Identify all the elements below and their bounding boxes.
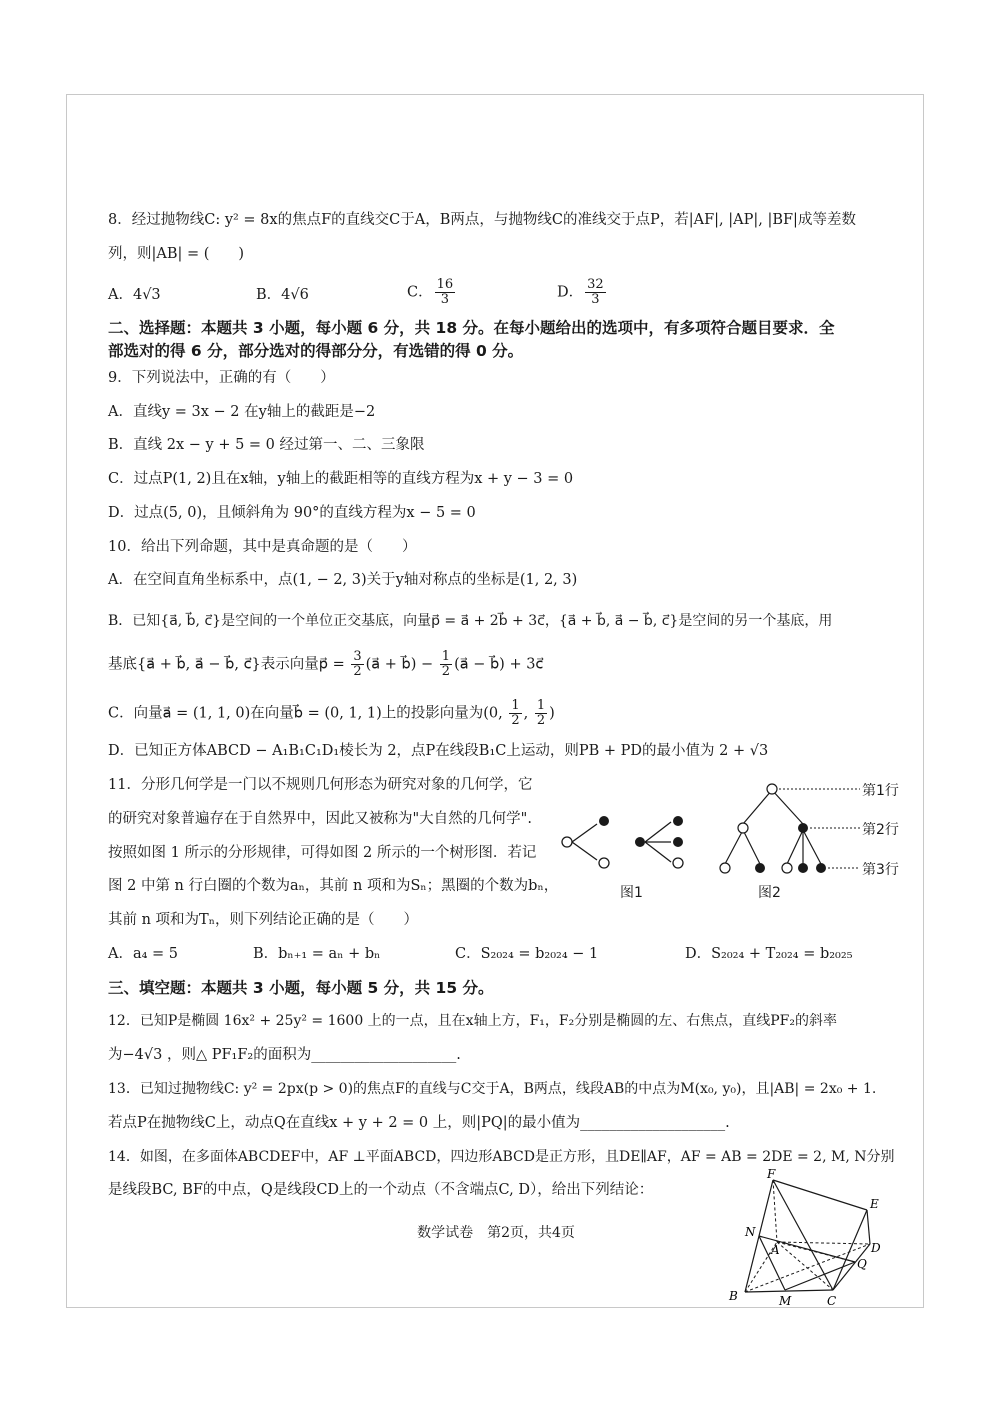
q10-b2-frac1-den: 2	[353, 664, 362, 679]
fig2-white-circle	[720, 863, 730, 873]
q9-option-c: C．过点P(1, 2)且在x轴，y轴上的截距相等的直线方程为x + y − 3 = 0	[108, 471, 574, 487]
q10-c-sep: ,	[523, 705, 533, 722]
q10-b2-mid: (a⃗ + b⃗) −	[365, 656, 438, 673]
edge-BC	[745, 1290, 833, 1292]
section3-title: 三、填空题：本题共 3 小题，每小题 5 分，共 15 分。	[108, 979, 494, 997]
edge-AD-hidden	[777, 1242, 870, 1244]
fig1-white-circle	[673, 858, 683, 868]
vertex-label-e: E	[870, 1197, 879, 1211]
fig2-white-circle	[738, 823, 748, 833]
section2-line2: 部选对的得 6 分，部分选对的得部分分，有选错的得 0 分。	[108, 342, 524, 360]
q10-c-frac1-den: 2	[511, 713, 520, 728]
q10-option-d: D．已知正方体ABCD − A₁B₁C₁D₁棱长为 2，点P在线段B₁C上运动，则PB + PD的最小值为 2 + √3	[108, 743, 769, 759]
q8-option-c-num: 16	[436, 277, 454, 292]
q10-c-frac1	[509, 699, 521, 728]
q10-b2-frac2	[440, 650, 452, 679]
q10-c-frac1-num: 1	[511, 698, 520, 713]
fig2-black-circle	[798, 823, 808, 833]
fig1-edge	[645, 822, 671, 842]
vertex-label-b: B	[729, 1289, 738, 1303]
fig1-white-circle	[562, 837, 572, 847]
q14-line1: 14．如图，在多面体ABCDEF中，AF ⊥平面ABCD，四边形ABCD是正方形，且DE∥AF，AF = AB = 2DE = 2, M, N分别	[108, 1149, 895, 1165]
q14-line2: 是线段BC, BF的中点，Q是线段CD上的一个动点（不含端点C, D），给出下列结论：	[108, 1182, 654, 1198]
fig2-edge	[787, 830, 803, 864]
q10-option-c	[108, 699, 555, 728]
vertex-label-m: M	[779, 1294, 792, 1308]
q10-c-frac2	[535, 699, 547, 728]
q8-option-c	[407, 278, 457, 307]
q9-stem: 9．下列说法中，正确的有（ ）	[108, 370, 335, 386]
q10-option-b-line2	[108, 650, 543, 679]
q10-c-frac2-num: 1	[536, 698, 546, 713]
q9-option-b: B．直线 2x − y + 5 = 0 经过第一、二、三象限	[108, 437, 425, 453]
vertex-label-a: A	[771, 1243, 780, 1257]
q8-option-b: B．4√6	[256, 287, 309, 303]
q12-line1: 12．已知P是椭圆 16x² + 25y² = 1600 上的一点，且在x轴上方，F₁，F₂分别是椭圆的左、右焦点，直线PF₂的斜率	[108, 1013, 837, 1029]
q11-line3: 按照如图 1 所示的分形规律，可得如图 2 所示的一个树形图．若记	[108, 845, 537, 861]
q8-option-d-den: 3	[591, 292, 600, 307]
q11-row2-label: 第2行	[862, 822, 899, 838]
page-footer: 数学试卷 第2页，共4页	[417, 1225, 575, 1241]
fig2-edge	[743, 830, 760, 864]
q8-option-c-fraction	[435, 278, 456, 307]
q10-b2-frac2-num: 1	[441, 649, 451, 664]
q11-option-d: D．S₂₀₂₄ + T₂₀₂₄ = b₂₀₂₅	[685, 946, 853, 962]
fig2-black-circle	[798, 863, 808, 873]
q10-c-pre: C．向量a⃗ = (1, 1, 0)在向量b⃗ = (0, 1, 1)上的投影向量为(0,	[108, 705, 508, 722]
q13-line2: 若点P在抛物线C上，动点Q在直线x + y + 2 = 0 上，则|PQ|的最小值为____________________.	[108, 1115, 730, 1131]
fig1-white-circle	[599, 858, 609, 868]
q8-option-d-label: D．	[557, 284, 584, 301]
fig1-edge	[572, 824, 597, 842]
q10-c-post: )	[549, 705, 555, 722]
q11-line4: 图 2 中第 n 行白圈的个数为aₙ，其前 n 项和为Sₙ；黑圈的个数为bₙ，	[108, 878, 559, 894]
q10-option-a: A．在空间直角坐标系中，点(1, − 2, 3)关于y轴对称点的坐标是(1, 2, 3)	[108, 572, 578, 588]
fig1-edge	[645, 842, 671, 862]
fig2-edge	[743, 790, 772, 824]
q10-b2-post: (a⃗ − b⃗) + 3c⃗	[454, 656, 544, 673]
q12-line2: 为−4√3 ，则△ PF₁F₂的面积为____________________.	[108, 1047, 461, 1063]
q11-fig2-caption: 图2	[758, 885, 781, 901]
fig1-black-circle	[673, 837, 683, 847]
fig2-black-circle	[755, 863, 765, 873]
q8-option-a: A．4√3	[108, 287, 161, 303]
q13-line1: 13．已知过抛物线C: y² = 2px(p > 0)的焦点F的直线与C交于A，B两点，线段AB的中点为M(x₀, y₀)，且|AB| = 2x₀ + 1.	[108, 1081, 877, 1097]
fig2-edge	[803, 830, 821, 864]
vertex-label-n: N	[745, 1225, 756, 1239]
q11-figure2	[710, 778, 870, 878]
fig2-white-circle	[767, 784, 777, 794]
fig1-black-circle	[673, 816, 683, 826]
q11-line1: 11．分形几何学是一门以不规则几何形态为研究对象的几何学，它	[108, 777, 533, 793]
q8-option-c-den: 3	[440, 292, 450, 307]
q8-option-d-fraction	[585, 278, 606, 307]
q10-b2-frac2-den: 2	[441, 664, 451, 679]
q8-stem-line1: 8．经过抛物线C: y² = 8x的焦点F的直线交C于A，B两点，与抛物线C的准线交于点P，若|AF|, |AP|, |BF|成等差数	[108, 212, 856, 228]
q8-option-d-num: 32	[587, 277, 604, 292]
q11-fig1-caption: 图1	[620, 885, 643, 901]
section2-line1: 二、选择题：本题共 3 小题，每小题 6 分，共 18 分。在每小题给出的选项中，有多项符合题目要求．全	[108, 319, 835, 337]
q10-stem: 10．给出下列命题，其中是真命题的是（ ）	[108, 539, 417, 555]
fig1-black-circle	[599, 816, 609, 826]
q11-row3-label: 第3行	[862, 862, 899, 878]
q11-figure1	[555, 808, 695, 878]
vertex-label-d: D	[871, 1241, 881, 1255]
fig1-edge	[572, 842, 597, 860]
q8-option-c-label: C．	[407, 284, 433, 301]
vertex-label-q: Q	[857, 1257, 867, 1271]
q9-option-d: D．过点(5, 0)，且倾斜角为 90°的直线方程为x − 5 = 0	[108, 505, 476, 521]
q8-option-d	[557, 278, 608, 307]
fig2-edge	[772, 790, 803, 824]
q9-option-a: A．直线y = 3x − 2 在y轴上的截距是−2	[108, 404, 376, 420]
q10-b2-frac1-num: 3	[353, 649, 362, 664]
q11-line5: 其前 n 项和为Tₙ，则下列结论正确的是（ ）	[108, 912, 418, 928]
vertex-label-c: C	[827, 1294, 837, 1308]
q10-b2-pre: 基底{a⃗ + b⃗, a⃗ − b⃗, c⃗}表示向量p⃗ =	[108, 656, 350, 673]
q11-row1-label: 第1行	[862, 783, 899, 799]
q11-option-b: B．bₙ₊₁ = aₙ + bₙ	[253, 946, 381, 962]
fig2-black-circle	[816, 863, 826, 873]
fig2-edge	[725, 830, 743, 864]
vertex-label-f: F	[767, 1168, 776, 1181]
q11-line2: 的研究对象普遍存在于自然界中，因此又被称为"大自然的几何学".	[108, 811, 532, 827]
q11-option-a: A．a₄ = 5	[108, 946, 179, 962]
q11-option-c: C．S₂₀₂₄ = b₂₀₂₄ − 1	[455, 946, 599, 962]
q10-c-frac2-den: 2	[536, 713, 546, 728]
fig1-black-circle	[635, 837, 645, 847]
fig2-white-circle	[782, 863, 792, 873]
q10-b2-frac1	[351, 650, 363, 679]
q8-stem-line2: 列，则|AB| = ( )	[108, 246, 245, 262]
q10-option-b-line1: B．已知{a⃗, b⃗, c⃗}是空间的一个单位正交基底，向量p⃗ = a⃗ + 2b⃗ + 3c⃗，{a⃗ + b⃗, a⃗ − b⃗, c⃗}是空间的另一个基底，用	[108, 613, 833, 629]
